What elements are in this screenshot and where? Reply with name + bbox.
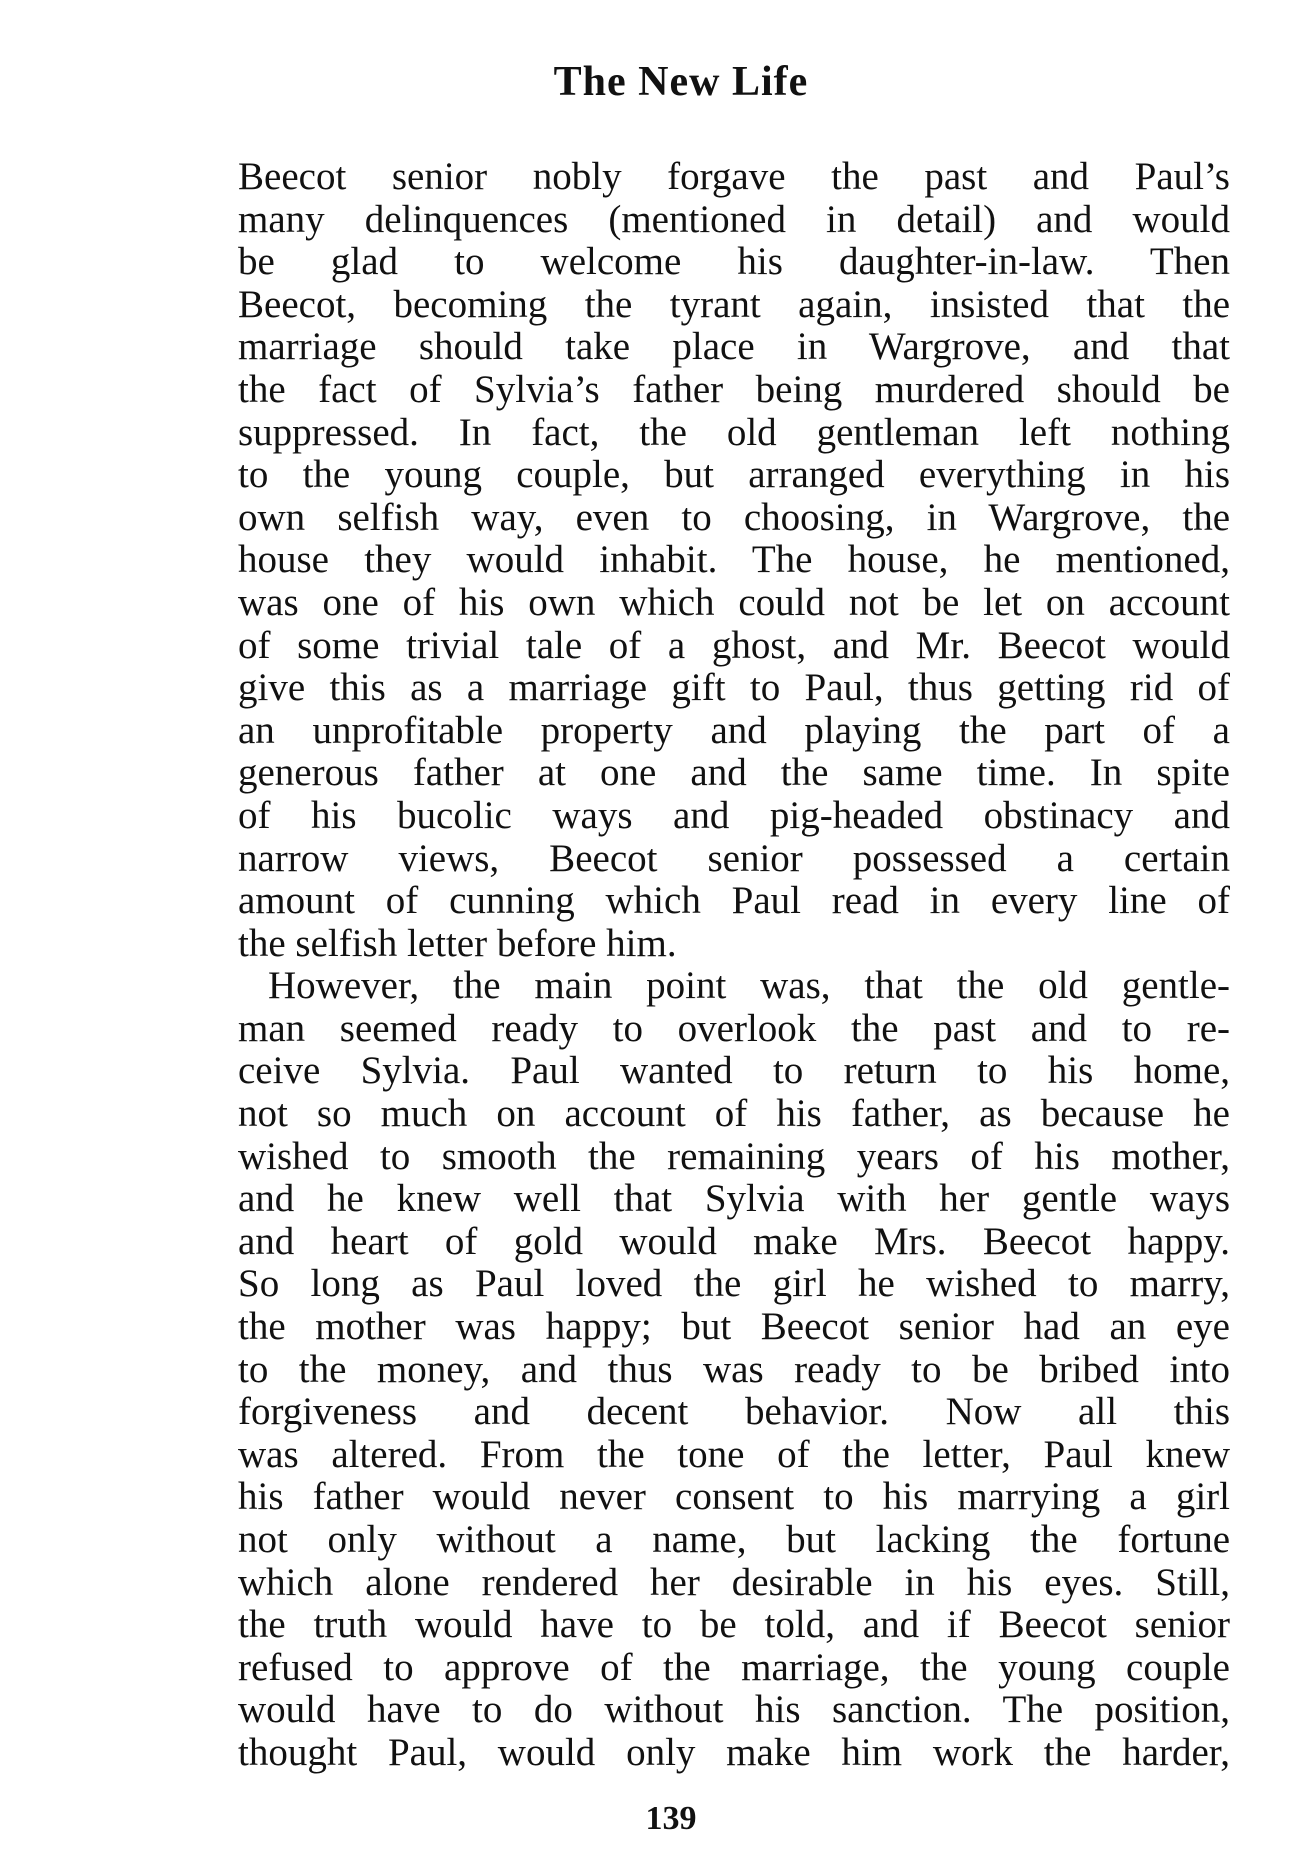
text-line: was altered. From the tone of the letter, Paul knew bbox=[238, 1432, 1230, 1476]
text-line: to the money, and thus was ready to be bribed into bbox=[238, 1347, 1230, 1391]
body-text bbox=[238, 156, 1230, 1775]
text-line: wished to smooth the remaining years of his mother, bbox=[238, 1134, 1230, 1178]
text-line: of some trivial tale of a ghost, and Mr. Beecot would bbox=[238, 623, 1230, 667]
text-line: the mother was happy; but Beecot senior had an eye bbox=[238, 1305, 1230, 1349]
text-line: and he knew well that Sylvia with her gentle ways bbox=[238, 1177, 1230, 1221]
text-line: was one of his own which could not be let on account bbox=[238, 580, 1230, 624]
text-line: Beecot senior nobly forgave the past and Paul’s bbox=[238, 155, 1230, 198]
paragraph-2 bbox=[238, 965, 1230, 1774]
text-line: narrow views, Beecot senior possessed a certain bbox=[238, 836, 1230, 880]
text-line: not only without a name, but lacking the fortune bbox=[238, 1518, 1230, 1561]
text-line: the fact of Sylvia’s father being murdered should be bbox=[238, 367, 1230, 411]
paragraph-1 bbox=[238, 156, 1230, 965]
text-line: be glad to welcome his daughter-in-law. Then bbox=[238, 240, 1230, 284]
text-line: thought Paul, would only make him work the harder, bbox=[238, 1730, 1230, 1774]
text-line: many delinquences (mentioned in detail) and would bbox=[238, 197, 1230, 241]
text-line: So long as Paul loved the girl he wished to marry, bbox=[238, 1262, 1230, 1306]
text-line: and heart of gold would make Mrs. Beecot happy. bbox=[238, 1219, 1230, 1263]
text-line: suppressed. In fact, the old gentleman left nothing bbox=[238, 410, 1230, 454]
text-line: forgiveness and decent behavior. Now all this bbox=[238, 1390, 1230, 1434]
text-line: However, the main point was, that the old gentle- bbox=[268, 964, 1230, 1008]
running-head: The New Life bbox=[553, 59, 809, 105]
text-line: own selfish way, even to choosing, in Wargrove, the bbox=[238, 495, 1230, 539]
text-line: not so much on account of his father, as because he bbox=[238, 1092, 1230, 1136]
text-line: man seemed ready to overlook the past and to re- bbox=[238, 1006, 1230, 1050]
text-line: of his bucolic ways and pig-headed obstinacy and bbox=[238, 793, 1230, 837]
text-line: which alone rendered her desirable in his eyes. Still, bbox=[238, 1560, 1230, 1604]
text-line: the truth would have to be told, and if Beecot senior bbox=[238, 1603, 1230, 1647]
text-line: marriage should take place in Wargrove, and that bbox=[238, 325, 1230, 369]
text-line: amount of cunning which Paul read in every line of bbox=[238, 879, 1230, 923]
text-line: to the young couple, but arranged everything in his bbox=[238, 453, 1230, 497]
text-line: the selfish letter before him. bbox=[238, 921, 677, 965]
text-line: generous father at one and the same time. In spite bbox=[238, 751, 1230, 795]
text-line: house they would inhabit. The house, he mentioned, bbox=[238, 538, 1230, 582]
text-line: an unprofitable property and playing the part of a bbox=[238, 708, 1230, 752]
page-number: 139 bbox=[645, 1800, 697, 1837]
text-line: ceive Sylvia. Paul wanted to return to his home, bbox=[238, 1049, 1230, 1093]
text-line: refused to approve of the marriage, the young couple bbox=[238, 1645, 1230, 1689]
text-line: Beecot, becoming the tyrant again, insisted that the bbox=[238, 282, 1230, 326]
text-line: give this as a marriage gift to Paul, thus getting rid of bbox=[238, 666, 1230, 710]
text-line: his father would never consent to his marrying a girl bbox=[238, 1475, 1230, 1519]
text-line: would have to do without his sanction. The position, bbox=[238, 1688, 1230, 1732]
